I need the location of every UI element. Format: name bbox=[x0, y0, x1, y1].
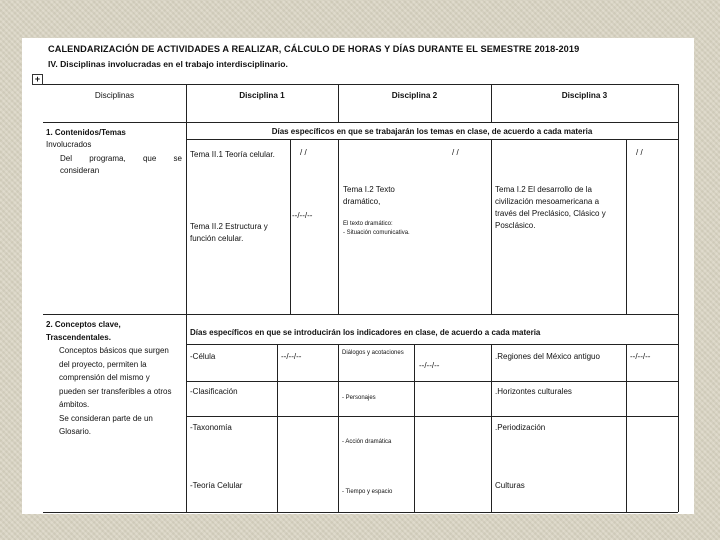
section1-label-line3: Del programa, que se bbox=[60, 154, 182, 163]
section2-banner: Días específicos en que se introducirán los indicadores en clase, de acuerdo a cada materia bbox=[190, 328, 541, 337]
d2-note-line1: El texto dramático: bbox=[343, 221, 393, 227]
d1-date-a: / / bbox=[300, 148, 307, 157]
section2-label-trascendentales: Trascendentales. bbox=[46, 333, 111, 342]
d3-concept-culturas: Culturas bbox=[495, 481, 525, 490]
d1-concept-date: --/--/-- bbox=[281, 352, 302, 361]
d3-date: / / bbox=[636, 148, 643, 157]
d3-concept-horizontes: .Horizontes culturales bbox=[495, 387, 572, 396]
section1-label-involucrados: Involucrados bbox=[46, 140, 92, 149]
section1-label-title: 1. Contenidos/Temas bbox=[46, 128, 126, 137]
d2-concept-tiempo: - Tiempo y espacio bbox=[342, 489, 393, 495]
d1-topic-estructura-line2: función celular. bbox=[190, 234, 244, 243]
d3-concept-date: --/--/-- bbox=[630, 352, 651, 361]
d1-concept-celula: -Célula bbox=[190, 352, 216, 361]
header-disciplinas: Disciplinas bbox=[94, 91, 135, 100]
d2-topic-line2: dramático, bbox=[343, 197, 381, 206]
d2-concept-date: --/--/-- bbox=[419, 361, 440, 370]
d2-concept-dialogos: Diálogos y acotaciones bbox=[342, 350, 404, 356]
header-disciplina-3: Disciplina 3 bbox=[561, 91, 608, 100]
section1-label-consideran: consideran bbox=[60, 166, 100, 175]
d3-concept-periodizacion: .Periodización bbox=[495, 423, 546, 432]
d1-concept-clasificacion: -Clasificación bbox=[190, 387, 238, 396]
d3-topic-line2: civilización mesoamericana a bbox=[495, 197, 600, 206]
d2-date: / / bbox=[452, 148, 459, 157]
d3-topic-line4: Posclásico. bbox=[495, 221, 536, 230]
d1-topic-teoria-celular: Tema II.1 Teoría celular. bbox=[190, 150, 275, 159]
header-disciplina-1: Disciplina 1 bbox=[239, 91, 285, 100]
expand-table-icon[interactable]: + bbox=[32, 74, 43, 85]
d2-concept-personajes: - Personajes bbox=[342, 395, 376, 401]
header-disciplina-2: Disciplina 2 bbox=[391, 91, 438, 100]
section2-label-title: 2. Conceptos clave, bbox=[46, 320, 121, 329]
d2-concept-accion: - Acción dramática bbox=[342, 439, 392, 445]
d1-concept-taxonomia: -Taxonomía bbox=[190, 423, 232, 432]
document-subtitle: IV. Disciplinas involucradas en el trabajo interdisciplinario. bbox=[48, 59, 288, 69]
d1-concept-teoria-celular: -Teoría Celular bbox=[190, 481, 243, 490]
section2-description: Conceptos básicos que surgen del proyecto, permiten la comprensión del mismo y pueden ser transferibles a otros ámbitos. Se consideran parte de un Glosario. bbox=[59, 346, 172, 436]
d3-concept-regiones: .Regiones del México antiguo bbox=[495, 352, 600, 361]
document-title: CALENDARIZACIÓN DE ACTIVIDADES A REALIZAR, CÁLCULO DE HORAS Y DÍAS DURANTE EL SEMESTRE 2018-2019 bbox=[48, 44, 580, 54]
d2-note-line2: - Situación comunicativa. bbox=[343, 230, 410, 236]
d3-topic-line1: Tema I.2 El desarrollo de la bbox=[495, 185, 592, 194]
d1-topic-estructura-line1: Tema II.2 Estructura y bbox=[190, 222, 268, 231]
section1-banner: Días específicos en que se trabajarán los temas en clase, de acuerdo a cada materia bbox=[271, 127, 593, 136]
d1-date-b: --/--/-- bbox=[292, 211, 313, 220]
d2-topic-line1: Tema I.2 Texto bbox=[343, 185, 395, 194]
document-page bbox=[22, 38, 694, 514]
d3-topic-line3: través del Preclásico, Clásico y bbox=[495, 209, 606, 218]
